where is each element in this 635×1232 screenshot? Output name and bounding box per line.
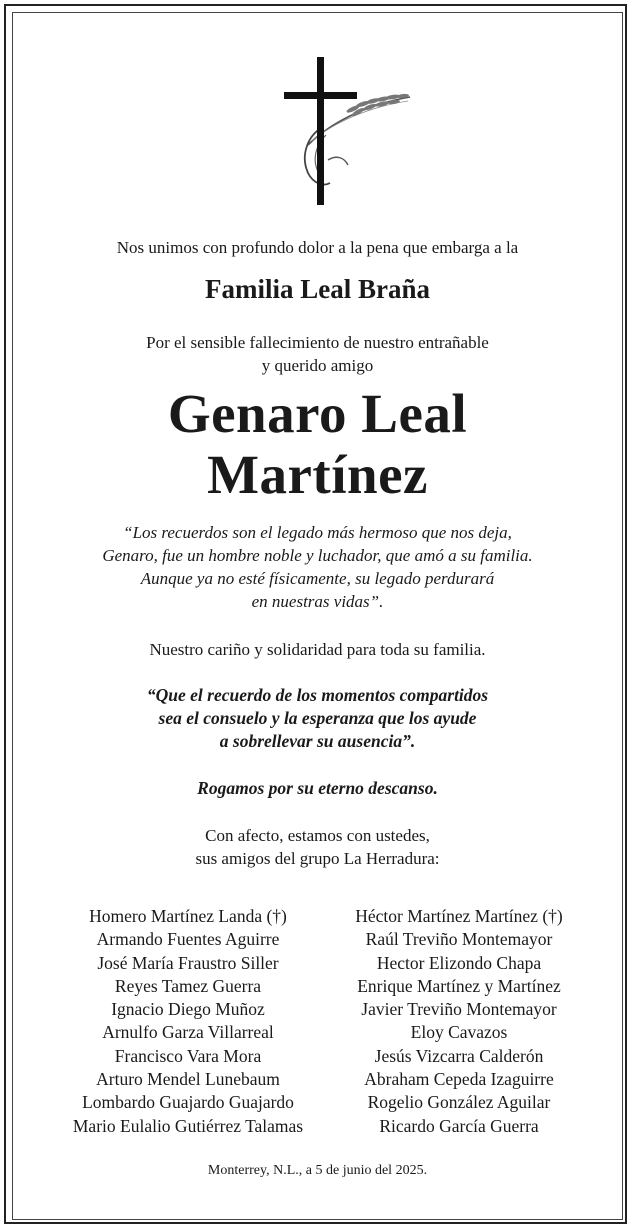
quote-line-3: Aunque ya no esté físicamente, su legado perdurará <box>140 569 495 588</box>
signer-name: Ricardo García Guerra <box>379 1115 539 1136</box>
signer-name: Abraham Cepeda Izaguirre <box>364 1069 554 1090</box>
quote-line-1: “Los recuerdos son el legado más hermoso que nos deja, <box>123 523 512 542</box>
signer-name: Arnulfo Garza Villarreal <box>102 1022 274 1043</box>
prayer-text: Rogamos por su eterno descanso. <box>197 778 438 798</box>
signer-name: José María Fraustro Siller <box>97 952 279 973</box>
signers-right-column <box>324 905 594 1138</box>
signer-name: Raúl Treviño Montemayor <box>365 929 553 950</box>
signer-name: Jesús Vizcarra Calderón <box>374 1045 544 1066</box>
signer-name: Lombardo Guajardo Guajardo <box>82 1092 294 1113</box>
signer-name: Reyes Tamez Guerra <box>114 975 262 996</box>
quote-line-2: Genaro, fue un hombre noble y luchador, que amó a su familia. <box>102 546 533 565</box>
cross-with-wheat-icon <box>278 55 418 210</box>
wish-line-2: sea el consuelo y la esperanza que los ayude <box>158 708 477 728</box>
closing-line-1: Con afecto, estamos con ustedes, <box>205 826 430 845</box>
signer-name: Armando Fuentes Aguirre <box>96 929 280 950</box>
closing-line-2: sus amigos del grupo La Herradura: <box>195 849 440 868</box>
intro-text: Nos unimos con profundo dolor a la pena que embarga a la <box>116 238 519 257</box>
signer-name: Mario Eulalio Gutiérrez Talamas <box>72 1115 304 1136</box>
wish-line-3: a sobrellevar su ausencia”. <box>219 731 416 751</box>
reason-line-2: y querido amigo <box>261 356 374 375</box>
signer-name: Homero Martínez Landa (†) <box>89 906 287 926</box>
quote-line-4: en nuestras vidas”. <box>251 592 384 611</box>
signer-name: Ignacio Diego Muñoz <box>111 999 265 1020</box>
signers-left-column <box>53 905 323 1138</box>
signer-name: Héctor Martínez Martínez (†) <box>355 906 563 926</box>
signer-name: Rogelio González Aguilar <box>367 1092 551 1113</box>
wish-line-1: “Que el recuerdo de los momentos compartidos <box>146 685 489 705</box>
signer-name: Javier Treviño Montemayor <box>361 999 557 1020</box>
deceased-name-line-1: Genaro Leal <box>167 383 468 444</box>
signer-name: Hector Elizondo Chapa <box>376 952 542 973</box>
reason-line-1: Por el sensible fallecimiento de nuestro entrañable <box>146 333 489 352</box>
signer-name: Eloy Cavazos <box>410 1022 508 1043</box>
dateline: Monterrey, N.L., a 5 de junio del 2025. <box>207 1163 428 1178</box>
family-name: Familia Leal Braña <box>205 274 430 304</box>
deceased-name-line-2: Martínez <box>207 444 428 505</box>
signer-name: Enrique Martínez y Martínez <box>357 975 561 996</box>
solidarity-text: Nuestro cariño y solidaridad para toda su familia. <box>149 640 486 659</box>
signer-name: Francisco Vara Mora <box>114 1045 262 1066</box>
signer-name: Arturo Mendel Lunebaum <box>96 1069 280 1090</box>
